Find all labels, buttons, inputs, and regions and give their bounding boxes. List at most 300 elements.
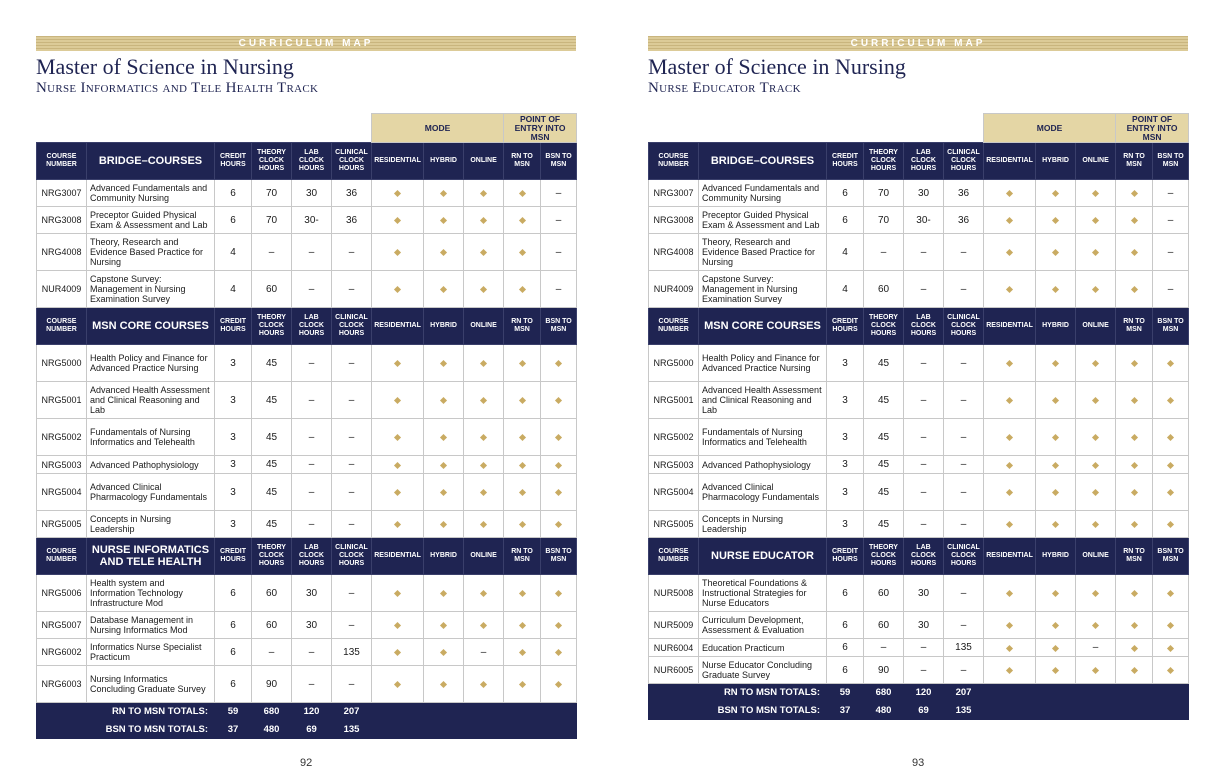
credit-hours: 3 — [827, 511, 864, 538]
course-name: Preceptor Guided Physical Exam & Assessment and Lab — [87, 207, 215, 234]
diamond-icon — [480, 590, 487, 597]
availability-cell — [1116, 456, 1153, 474]
credit-hours: 3 — [215, 419, 252, 456]
diamond-icon — [440, 434, 447, 441]
availability-cell — [1036, 474, 1076, 511]
course-number: NRG5005 — [649, 511, 699, 538]
theory-hours: 60 — [252, 271, 292, 308]
clinical-hours: – — [332, 666, 372, 703]
diamond-icon — [1092, 590, 1099, 597]
availability-cell — [984, 575, 1036, 612]
mode-header: MODE — [984, 114, 1116, 143]
availability-cell — [1116, 612, 1153, 639]
credit-hours: 3 — [215, 511, 252, 538]
diamond-icon — [480, 489, 487, 496]
theory-hours: 45 — [864, 419, 904, 456]
credit-hours: 6 — [215, 207, 252, 234]
column-header: CLINICAL CLOCK HOURS — [944, 538, 984, 575]
availability-cell — [464, 271, 504, 308]
availability-cell — [541, 207, 577, 234]
total-lab: 69 — [904, 702, 944, 720]
availability-cell — [464, 180, 504, 207]
availability-cell — [372, 666, 424, 703]
table-row — [649, 207, 1189, 234]
column-header: NURSE INFORMATICS AND TELE HEALTH — [87, 538, 215, 575]
theory-hours: 45 — [864, 456, 904, 474]
clinical-hours: – — [332, 511, 372, 538]
availability-cell — [1036, 639, 1076, 657]
availability-cell — [372, 271, 424, 308]
course-name: Advanced Clinical Pharmacology Fundamentals — [87, 474, 215, 511]
theory-hours: 60 — [864, 575, 904, 612]
diamond-icon — [1167, 461, 1174, 468]
diamond-icon — [519, 649, 526, 656]
header-spacer — [649, 114, 984, 143]
diamond-icon — [440, 461, 447, 468]
diamond-icon — [1052, 461, 1059, 468]
course-name: Advanced Pathophysiology — [699, 456, 827, 474]
theory-hours: 70 — [864, 207, 904, 234]
availability-cell — [372, 345, 424, 382]
course-name: Advanced Health Assessment and Clinical Reasoning and Lab — [699, 382, 827, 419]
diamond-icon — [1052, 190, 1059, 197]
availability-cell — [1116, 207, 1153, 234]
diamond-icon — [1092, 521, 1099, 528]
availability-cell — [541, 612, 577, 639]
availability-cell — [1036, 575, 1076, 612]
availability-cell — [1116, 180, 1153, 207]
diamond-icon — [1092, 622, 1099, 629]
availability-cell — [464, 474, 504, 511]
table-row — [37, 419, 577, 456]
diamond-icon — [1006, 397, 1013, 404]
column-header: BRIDGE–COURSES — [87, 143, 215, 180]
totals-label: BSN TO MSN TOTALS: — [37, 721, 215, 739]
course-name: Informatics Nurse Specialist Practicum — [87, 639, 215, 666]
lab-hours: – — [904, 419, 944, 456]
column-header: LAB CLOCK HOURS — [904, 538, 944, 575]
page-title: Master of Science in Nursing — [36, 54, 294, 79]
availability-cell — [1036, 207, 1076, 234]
availability-cell — [504, 207, 541, 234]
availability-cell — [1076, 419, 1116, 456]
diamond-icon — [480, 681, 487, 688]
availability-cell — [464, 575, 504, 612]
total-clinical: 207 — [944, 684, 984, 702]
clinical-hours: 135 — [944, 639, 984, 657]
diamond-icon — [1131, 590, 1138, 597]
availability-cell — [504, 180, 541, 207]
availability-cell — [424, 271, 464, 308]
credit-hours: 4 — [827, 234, 864, 271]
course-number: NRG5004 — [37, 474, 87, 511]
header-spacer — [37, 114, 372, 143]
course-number: NRG5001 — [37, 382, 87, 419]
availability-cell — [1036, 419, 1076, 456]
availability-cell — [1036, 382, 1076, 419]
total-clinical: 135 — [332, 721, 372, 739]
course-name: Nursing Informatics Concluding Graduate Survey — [87, 666, 215, 703]
clinical-hours: 36 — [332, 180, 372, 207]
banner: CURRICULUM MAP — [36, 36, 576, 51]
clinical-hours: – — [332, 345, 372, 382]
clinical-hours: 36 — [944, 207, 984, 234]
diamond-icon — [519, 190, 526, 197]
availability-cell — [541, 666, 577, 703]
availability-cell — [372, 456, 424, 474]
course-number: NRG4008 — [649, 234, 699, 271]
column-header: ONLINE — [1076, 538, 1116, 575]
column-header: RESIDENTIAL — [984, 538, 1036, 575]
table-row — [37, 456, 577, 474]
total-theory: 680 — [252, 703, 292, 721]
diamond-icon — [519, 461, 526, 468]
clinical-hours: – — [944, 511, 984, 538]
availability-cell — [541, 180, 577, 207]
availability-cell — [1153, 639, 1189, 657]
availability-cell — [1076, 382, 1116, 419]
clinical-hours: – — [944, 575, 984, 612]
table-row — [649, 382, 1189, 419]
table-row — [37, 639, 577, 666]
availability-cell — [1036, 612, 1076, 639]
course-name: Fundamentals of Nursing Informatics and Telehealth — [699, 419, 827, 456]
diamond-icon — [394, 397, 401, 404]
column-header: ONLINE — [1076, 143, 1116, 180]
course-name: Capstone Survey: Management in Nursing Examination Survey — [699, 271, 827, 308]
column-header: HYBRID — [1036, 143, 1076, 180]
diamond-icon — [394, 249, 401, 256]
theory-hours: – — [252, 234, 292, 271]
clinical-hours: – — [332, 419, 372, 456]
total-credit: 59 — [827, 684, 864, 702]
page-subtitle: Nurse Educator Track — [648, 80, 801, 96]
diamond-icon — [1167, 622, 1174, 629]
lab-hours: 30 — [904, 575, 944, 612]
table-row — [649, 657, 1189, 684]
table-row — [37, 234, 577, 271]
credit-hours: 3 — [827, 382, 864, 419]
availability-cell — [541, 474, 577, 511]
availability-cell — [984, 207, 1036, 234]
table-row — [649, 511, 1189, 538]
course-name: Fundamentals of Nursing Informatics and Telehealth — [87, 419, 215, 456]
credit-hours: 6 — [215, 666, 252, 703]
lab-hours: 30 — [292, 612, 332, 639]
diamond-icon — [555, 360, 562, 367]
column-header: BSN TO MSN — [1153, 143, 1189, 180]
lab-hours: – — [904, 271, 944, 308]
lab-hours: – — [292, 474, 332, 511]
mode-header: MODE — [372, 114, 504, 143]
diamond-icon — [1052, 434, 1059, 441]
column-header: ONLINE — [464, 143, 504, 180]
diamond-icon — [394, 681, 401, 688]
diamond-icon — [1006, 190, 1013, 197]
clinical-hours: – — [944, 456, 984, 474]
course-number: NRG6002 — [37, 639, 87, 666]
column-header: RESIDENTIAL — [984, 143, 1036, 180]
entry-header: POINT OF ENTRY INTO MSN — [504, 114, 577, 143]
diamond-icon — [1131, 461, 1138, 468]
credit-hours: 6 — [215, 180, 252, 207]
totals-spacer — [984, 702, 1189, 720]
diamond-icon — [480, 360, 487, 367]
diamond-icon — [480, 249, 487, 256]
availability-cell — [1116, 511, 1153, 538]
lab-hours: – — [904, 345, 944, 382]
availability-cell — [464, 345, 504, 382]
availability-cell — [1153, 382, 1189, 419]
clinical-hours: – — [944, 474, 984, 511]
availability-cell — [1116, 639, 1153, 657]
availability-cell — [1153, 180, 1189, 207]
lab-hours: – — [904, 234, 944, 271]
lab-hours: – — [904, 382, 944, 419]
lab-hours: – — [292, 271, 332, 308]
diamond-icon — [1006, 461, 1013, 468]
dash-mark: – — [1167, 246, 1174, 258]
course-number: NRG5003 — [649, 456, 699, 474]
availability-cell — [464, 456, 504, 474]
course-name: Capstone Survey: Management in Nursing Examination Survey — [87, 271, 215, 308]
diamond-icon — [1006, 667, 1013, 674]
theory-hours: 70 — [864, 180, 904, 207]
availability-cell — [1116, 419, 1153, 456]
diamond-icon — [519, 521, 526, 528]
totals-label: BSN TO MSN TOTALS: — [649, 702, 827, 720]
diamond-icon — [1006, 286, 1013, 293]
diamond-icon — [1052, 249, 1059, 256]
availability-cell — [984, 382, 1036, 419]
availability-cell — [424, 456, 464, 474]
course-number: NUR6005 — [649, 657, 699, 684]
availability-cell — [1116, 575, 1153, 612]
theory-hours: 45 — [864, 382, 904, 419]
clinical-hours: – — [944, 419, 984, 456]
availability-cell — [464, 207, 504, 234]
column-header: RESIDENTIAL — [372, 308, 424, 345]
theory-hours: 45 — [252, 474, 292, 511]
diamond-icon — [1092, 249, 1099, 256]
credit-hours: 3 — [215, 474, 252, 511]
diamond-icon — [1131, 434, 1138, 441]
clinical-hours: – — [332, 456, 372, 474]
column-header: COURSE NUMBER — [649, 538, 699, 575]
availability-cell — [541, 234, 577, 271]
course-number: NRG3008 — [649, 207, 699, 234]
diamond-icon — [555, 489, 562, 496]
credit-hours: 6 — [827, 207, 864, 234]
column-header: THEORY CLOCK HOURS — [864, 538, 904, 575]
availability-cell — [1153, 419, 1189, 456]
availability-cell — [1153, 456, 1189, 474]
availability-cell — [1153, 271, 1189, 308]
course-number: NRG3007 — [649, 180, 699, 207]
lab-hours: – — [292, 345, 332, 382]
availability-cell — [504, 345, 541, 382]
total-lab: 69 — [292, 721, 332, 739]
diamond-icon — [1131, 644, 1138, 651]
course-name: Database Management in Nursing Informatics Mod — [87, 612, 215, 639]
column-header: LAB CLOCK HOURS — [904, 308, 944, 345]
diamond-icon — [1052, 590, 1059, 597]
diamond-icon — [1006, 521, 1013, 528]
theory-hours: 45 — [864, 474, 904, 511]
availability-cell — [1076, 456, 1116, 474]
diamond-icon — [394, 590, 401, 597]
diamond-icon — [394, 622, 401, 629]
availability-cell — [1036, 271, 1076, 308]
column-header: HYBRID — [1036, 308, 1076, 345]
table-row — [649, 456, 1189, 474]
credit-hours: 6 — [215, 612, 252, 639]
lab-hours: – — [292, 666, 332, 703]
availability-cell — [984, 511, 1036, 538]
theory-hours: – — [252, 639, 292, 666]
theory-hours: 70 — [252, 207, 292, 234]
course-name: Curriculum Development, Assessment & Evaluation — [699, 612, 827, 639]
column-header: COURSE NUMBER — [37, 538, 87, 575]
availability-cell — [541, 456, 577, 474]
availability-cell — [1036, 180, 1076, 207]
diamond-icon — [440, 622, 447, 629]
column-header: LAB CLOCK HOURS — [292, 308, 332, 345]
availability-cell — [984, 612, 1036, 639]
diamond-icon — [394, 286, 401, 293]
column-header: HYBRID — [424, 308, 464, 345]
availability-cell — [424, 612, 464, 639]
availability-cell — [984, 180, 1036, 207]
credit-hours: 6 — [827, 657, 864, 684]
lab-hours: 30 — [292, 575, 332, 612]
theory-hours: 70 — [252, 180, 292, 207]
availability-cell — [464, 419, 504, 456]
lab-hours: – — [292, 639, 332, 666]
availability-cell — [372, 419, 424, 456]
totals-row — [37, 721, 577, 739]
credit-hours: 3 — [215, 456, 252, 474]
column-header: RESIDENTIAL — [372, 538, 424, 575]
diamond-icon — [1131, 360, 1138, 367]
diamond-icon — [440, 360, 447, 367]
diamond-icon — [1131, 667, 1138, 674]
availability-cell — [541, 575, 577, 612]
diamond-icon — [1167, 667, 1174, 674]
availability-cell — [504, 666, 541, 703]
dash-mark: – — [555, 246, 562, 258]
dash-mark: – — [1167, 214, 1174, 226]
theory-hours: 45 — [252, 382, 292, 419]
theory-hours: 90 — [864, 657, 904, 684]
page-subtitle: Nurse Informatics and Tele Health Track — [36, 80, 319, 96]
credit-hours: 3 — [827, 456, 864, 474]
theory-hours: 60 — [252, 575, 292, 612]
lab-hours: – — [292, 382, 332, 419]
availability-cell — [424, 180, 464, 207]
diamond-icon — [1167, 489, 1174, 496]
availability-cell — [424, 382, 464, 419]
clinical-hours: – — [332, 474, 372, 511]
availability-cell — [1076, 345, 1116, 382]
diamond-icon — [1131, 489, 1138, 496]
clinical-hours: 135 — [332, 639, 372, 666]
diamond-icon — [394, 360, 401, 367]
diamond-icon — [480, 286, 487, 293]
course-number: NRG5005 — [37, 511, 87, 538]
table-row — [37, 345, 577, 382]
clinical-hours: – — [332, 234, 372, 271]
diamond-icon — [440, 681, 447, 688]
clinical-hours: – — [944, 234, 984, 271]
course-number: NRG3007 — [37, 180, 87, 207]
diamond-icon — [1167, 644, 1174, 651]
theory-hours: 45 — [252, 419, 292, 456]
credit-hours: 6 — [215, 639, 252, 666]
table-row — [37, 207, 577, 234]
course-number: NUR5008 — [649, 575, 699, 612]
clinical-hours: – — [944, 271, 984, 308]
lab-hours: 30 — [904, 612, 944, 639]
course-number: NUR6004 — [649, 639, 699, 657]
availability-cell — [504, 474, 541, 511]
totals-spacer — [984, 684, 1189, 702]
availability-cell — [1116, 657, 1153, 684]
diamond-icon — [1006, 217, 1013, 224]
availability-cell — [541, 382, 577, 419]
diamond-icon — [1092, 397, 1099, 404]
availability-cell — [1153, 612, 1189, 639]
totals-spacer — [372, 703, 577, 721]
column-header: RN TO MSN — [1116, 538, 1153, 575]
column-header: THEORY CLOCK HOURS — [252, 308, 292, 345]
clinical-hours: 36 — [944, 180, 984, 207]
column-header: CLINICAL CLOCK HOURS — [332, 143, 372, 180]
availability-cell — [504, 419, 541, 456]
diamond-icon — [519, 286, 526, 293]
total-credit: 59 — [215, 703, 252, 721]
diamond-icon — [1131, 622, 1138, 629]
diamond-icon — [440, 286, 447, 293]
diamond-icon — [1006, 434, 1013, 441]
total-theory: 480 — [252, 721, 292, 739]
total-lab: 120 — [292, 703, 332, 721]
availability-cell — [1153, 657, 1189, 684]
availability-cell — [1116, 345, 1153, 382]
availability-cell — [372, 382, 424, 419]
column-header: BSN TO MSN — [1153, 308, 1189, 345]
total-clinical: 135 — [944, 702, 984, 720]
availability-cell — [984, 345, 1036, 382]
credit-hours: 4 — [215, 234, 252, 271]
table-row — [37, 511, 577, 538]
availability-cell — [372, 180, 424, 207]
lab-hours: – — [904, 474, 944, 511]
column-header: CLINICAL CLOCK HOURS — [944, 143, 984, 180]
diamond-icon — [1131, 249, 1138, 256]
availability-cell — [504, 511, 541, 538]
theory-hours: 45 — [252, 456, 292, 474]
diamond-icon — [480, 217, 487, 224]
column-header: RN TO MSN — [1116, 308, 1153, 345]
theory-hours: 60 — [864, 612, 904, 639]
course-name: Advanced Pathophysiology — [87, 456, 215, 474]
availability-cell — [1153, 511, 1189, 538]
availability-cell — [372, 511, 424, 538]
availability-cell — [504, 382, 541, 419]
availability-cell — [984, 474, 1036, 511]
dash-mark: – — [555, 214, 562, 226]
